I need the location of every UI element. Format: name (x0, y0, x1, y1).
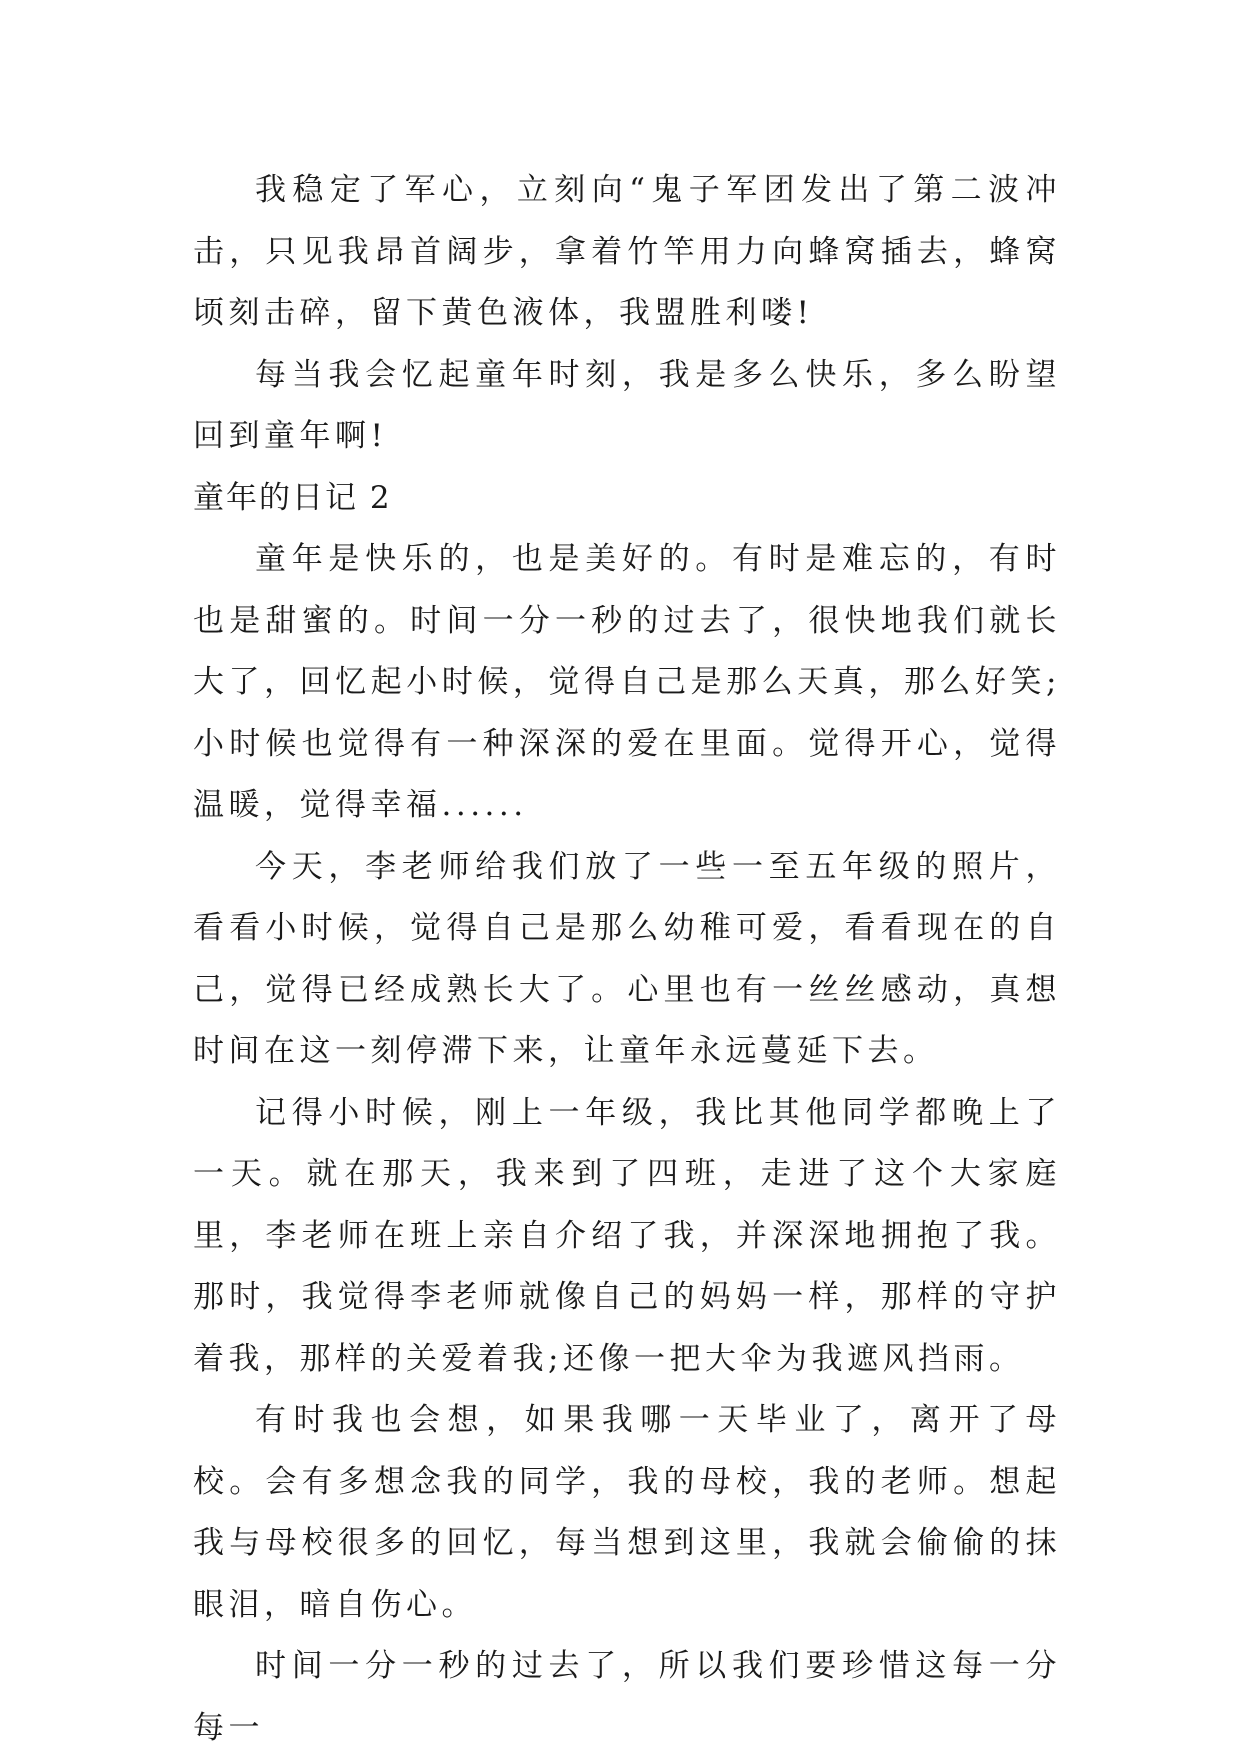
paragraph: 有时我也会想，如果我哪一天毕业了，离开了母校。会有多想念我的同学，我的母校，我的老师。想起我与母校很多的回忆，每当想到这里，我就会偷偷的抹眼泪，暗自伤心。 (193, 1402, 1061, 1623)
paragraph: 童年是快乐的，也是美好的。有时是难忘的，有时也是甜蜜的。时间一分一秒的过去了，很快地我们就长大了，回忆起小时候，觉得自己是那么天真，那么好笑;小时候也觉得有一种深深的爱在里面。觉得开心，觉得温暖，觉得幸福...... (193, 541, 1061, 823)
document-body (193, 160, 1061, 1759)
paragraph: 记得小时候，刚上一年级，我比其他同学都晚上了一天。就在那天，我来到了四班，走进了这个大家庭里，李老师在班上亲自介绍了我，并深深地拥抱了我。那时，我觉得李老师就像自己的妈妈一样，那样的守护着我，那样的关爱着我;还像一把大伞为我遮风挡雨。 (193, 1094, 1061, 1377)
section-title: 童年的日记 2 (193, 479, 392, 516)
paragraph: 时间一分一秒的过去了，所以我们要珍惜这每一分每一 (193, 1648, 1061, 1746)
paragraph: 每当我会忆起童年时刻，我是多么快乐，多么盼望回到童年啊! (193, 356, 1061, 454)
paragraph: 今天，李老师给我们放了一些一至五年级的照片，看看小时候，觉得自己是那么幼稚可爱，看看现在的自己，觉得已经成熟长大了。心里也有一丝丝感动，真想时间在这一刻停滞下来，让童年永远蔓延下去。 (193, 848, 1061, 1069)
paragraph: 我稳定了军心，立刻向“鬼子军团发出了第二波冲击，只见我昂首阔步，拿着竹竿用力向蜂窝插去，蜂窝顷刻击碎，留下黄色液体，我盟胜利喽! (193, 172, 1061, 331)
